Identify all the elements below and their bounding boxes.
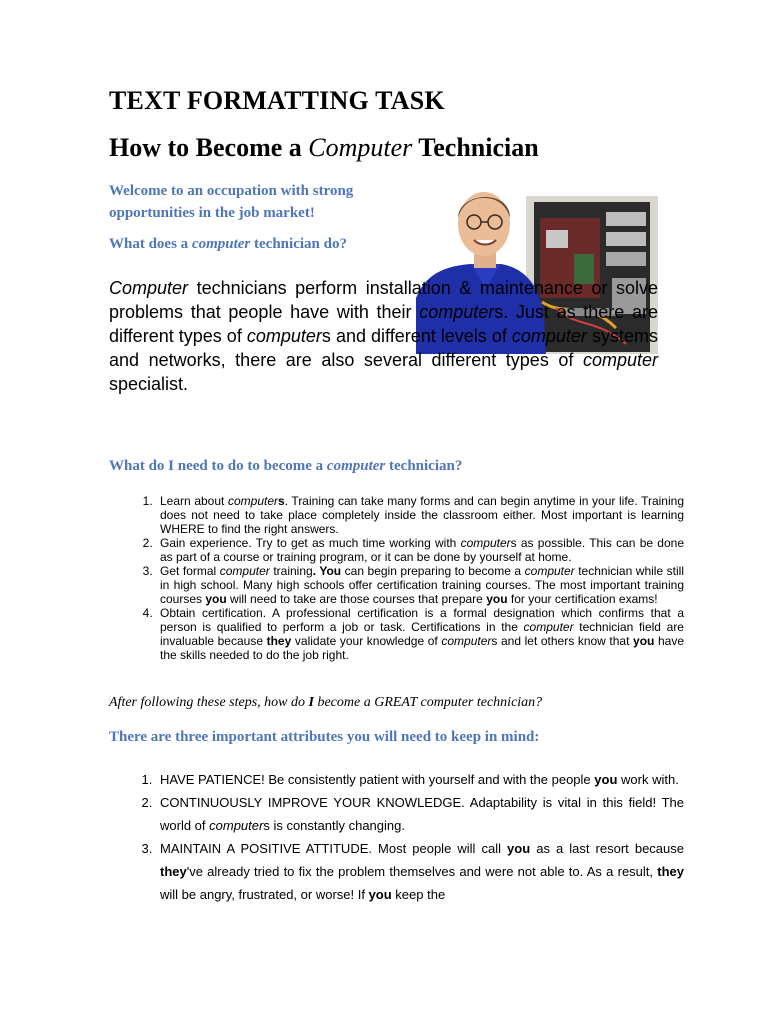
how-become-post: technician? [385,458,463,474]
what-does-heading [109,236,347,253]
step-text: for your certification exams! [507,592,658,606]
intro-emph-5: computer [582,350,658,370]
intro-text-4: systems and networks, there are also several different types of [109,326,658,370]
attr-emph: computer [209,818,264,833]
step-bold: you [633,634,655,648]
step-text: training [269,564,313,578]
attr-text: MAINTAIN A POSITIVE ATTITUDE. Most people will call [160,841,508,856]
subtitle-part2: Technician [412,133,539,162]
what-does-post: technician do? [250,236,347,252]
page-subtitle [109,133,539,163]
step-text: technician field are invaluable because [160,620,684,648]
how-become-emph: computer [326,458,386,474]
attr-bold: they [657,864,684,879]
what-does-emph: computer [191,236,251,252]
step-text: s as possible. This can be done as part of a course or training program, or it can be done by yourself at home. [160,536,685,564]
attributes-list [130,768,684,906]
how-become-pre: What do I need to do to become a [109,458,327,474]
attr-text: will be angry, frustrated, or worse! If [160,887,369,902]
attr-text: keep the [391,887,446,902]
step-emph: computer [523,620,574,634]
attr-text: as a last resort because [530,841,684,856]
attr-bold: you [507,841,531,856]
follow-post: become a GREAT computer technician? [313,695,543,710]
step-bold: . [312,564,320,578]
intro-text-1: technicians perform installation & maintenance or solve problems that people have with their [109,278,658,322]
step-text: s and let others know that [491,634,634,648]
subtitle-emph: Computer [308,133,413,162]
what-does-pre: What does a [109,236,192,252]
intro-emph-3: computer [246,326,322,346]
attr-bold: you [368,887,392,902]
steps-list [130,494,684,662]
step-bold: you [486,592,508,606]
step-text: Gain experience [160,536,249,550]
welcome-heading: Welcome to an occupation with strong opportunities in the job market! [109,183,354,221]
intro-text-5: specialist. [109,374,189,394]
step-text: validate your knowledge of [291,634,442,648]
step-text: Obtain certification [160,606,263,620]
step-text: . A professional certification is a formal designation which confirms that a person is qualified to perform a job or task. Certifications in the [160,606,684,634]
attributes-heading: There are three important attributes you will need to keep in mind: [109,729,540,745]
attr-text: HAVE PATIENCE! Be consistently patient with yourself and with the people [160,772,595,787]
step-text: Learn about [160,494,228,508]
intro-emph-1: Computer [109,278,189,298]
list-item [156,791,684,837]
step-bold: You [319,564,342,578]
how-become-heading [109,458,462,475]
step-bold: you [205,592,227,606]
step-emph: computer [227,494,278,508]
list-item [156,768,684,791]
step-bold: they [266,634,292,648]
step-emph: computer [524,564,575,578]
follow-up-question [109,695,669,711]
step-text: can begin preparing to become a [341,564,525,578]
list-item [156,536,684,564]
step-text: will need to take are those courses that prepare [226,592,487,606]
step-text: Get formal [160,564,220,578]
intro-text-3: s and different levels of [321,326,512,346]
list-item [156,494,684,536]
attr-text: s is constantly changing. [263,818,405,833]
step-text: have the skills needed to do the job right. [160,634,684,662]
intro-paragraph [109,276,658,396]
list-item [156,606,684,662]
step-text: technician while still in high school. Many high schools offer certification training courses. The most important training courses [160,564,685,606]
follow-bold: I [308,695,314,710]
intro-text-2: s. Just as there are different types of [109,302,659,346]
intro-emph-2: computer [419,302,495,322]
attr-text: 've already tried to fix the problem themselves and were not able to. As a result, [186,864,658,879]
step-emph: computer [441,634,492,648]
page-title: TEXT FORMATTING TASK [109,86,445,115]
list-item [156,564,684,606]
attr-bold: you [594,772,618,787]
attr-bold: they [160,864,187,879]
step-emph: computer [460,536,511,550]
step-bold: s [278,494,285,508]
follow-pre: After following these steps, how do [109,695,309,710]
intro-emph-4: computer [511,326,587,346]
subtitle-part1: How to Become a [109,133,309,162]
attr-text: work with. [617,772,679,787]
step-text: . Try to get as much time working with [248,536,461,550]
step-text: . Training can take many forms and can begin anytime in your life. Training does not need to take place completely inside the classroom either. Most important is learning WHERE to find the right answers. [160,494,684,536]
list-item [156,837,684,906]
step-emph: computer [219,564,270,578]
attr-text: CONTINUOUSLY IMPROVE YOUR KNOWLEDGE. Adaptability is vital in this field! The world of [160,795,684,833]
